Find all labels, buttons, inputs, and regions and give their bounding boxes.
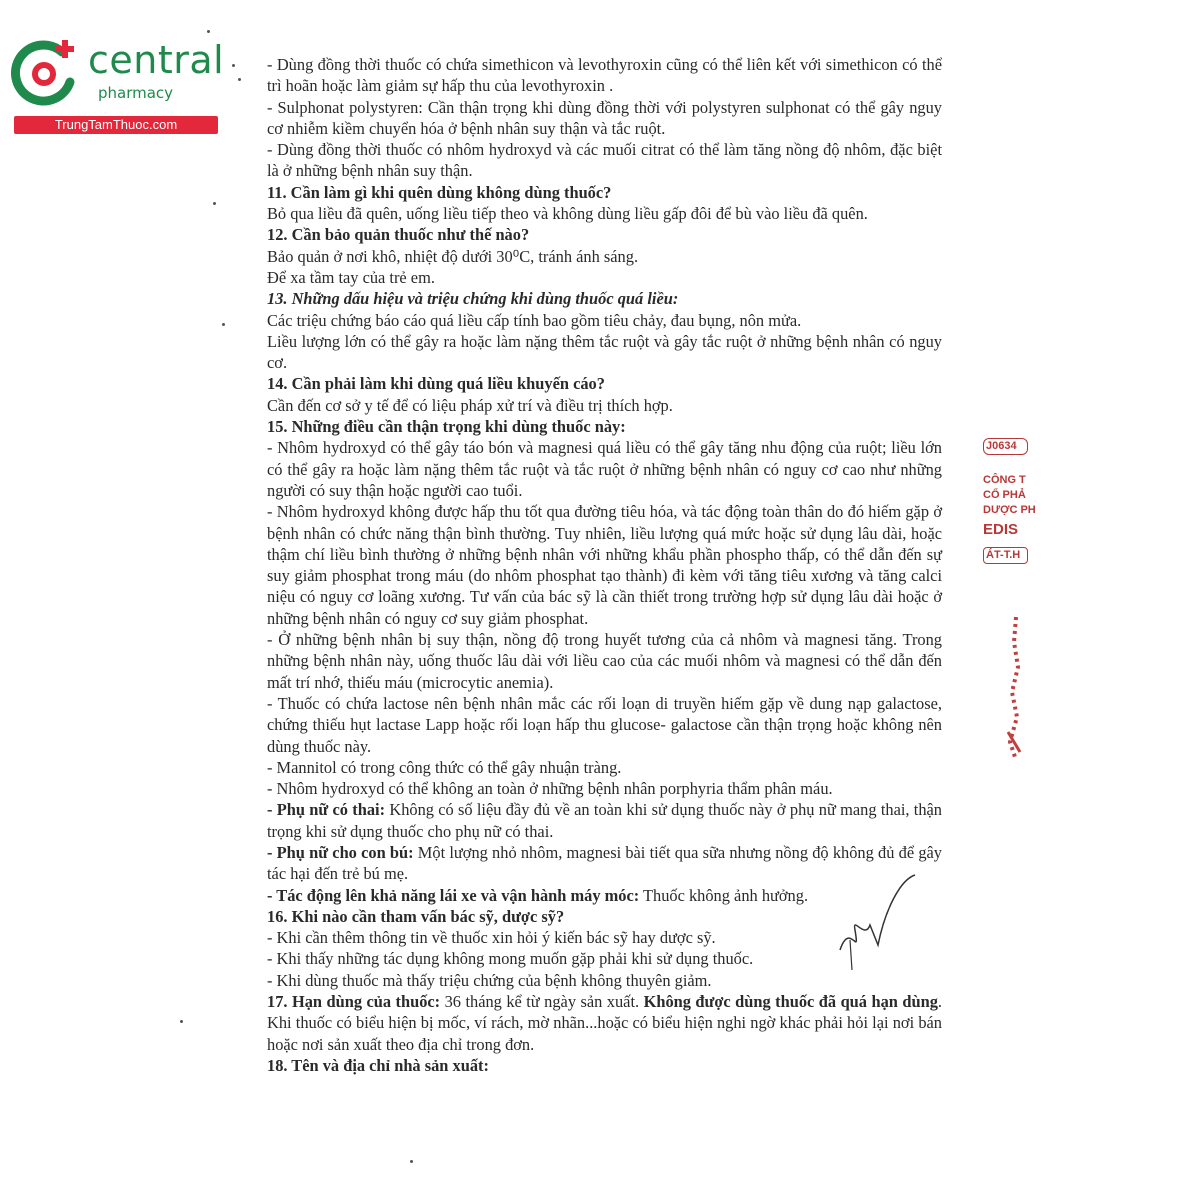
section-heading: 18. Tên và địa chỉ nhà sản xuất: [267, 1055, 489, 1075]
inline-emphasis: Không được dùng thuốc đã quá hạn dùng [643, 992, 938, 1012]
section-heading: 11. Cần làm gì khi quên dùng không dùng thuốc? [267, 182, 612, 202]
central-pharmacy-logo-icon [10, 36, 82, 108]
inline-text: Không có số liệu đầy đủ về an toàn khi sử dụng thuốc này ở phụ nữ mang thai, thận trọng khi sử dụng thuốc cho phụ nữ có thai. [267, 800, 942, 841]
scan-speck [213, 202, 216, 205]
signature-icon [830, 870, 930, 980]
inline-text: Thuốc không ảnh hưởng. [639, 885, 809, 905]
company-stamp [983, 438, 1036, 588]
brand-url: TrungTamThuoc.com [14, 116, 218, 134]
stamp-line: ÁT-T.H [983, 547, 1028, 564]
section-heading: 15. Những điều cần thận trọng khi dùng thuốc này: [267, 417, 626, 437]
stamp-line: CÔNG T [983, 474, 1026, 486]
paragraph: - Dùng đồng thời thuốc có nhôm hydroxyd và các muối citrat có thể làm tăng nồng độ nhôm, đặc biệt là ở những bệnh nhân suy thận. [267, 140, 942, 181]
inline-label: - Phụ nữ cho con bú: [267, 842, 414, 862]
paragraph: - Nhôm hydroxyd có thể không an toàn ở những bệnh nhân porphyria thẩm phân máu. [267, 779, 833, 799]
paragraph: Bảo quản ở nơi khô, nhiệt độ dưới 30⁰C, tránh ánh sáng. [267, 246, 639, 266]
paragraph: Để xa tầm tay của trẻ em. [267, 267, 435, 287]
paragraph: - Khi dùng thuốc mà thấy triệu chứng của bệnh không thuyên giảm. [267, 970, 712, 990]
paragraph: - Nhôm hydroxyd không được hấp thu tốt qua đường tiêu hóa, và tác động toàn thân do đó hiếm gặp ở bệnh nhân có chức năng thận bình thường. Tuy nhiên, liều lượng quá mức hoặc sử dụng lâu dài, hoặc thậm chí liều bình thường ở những bệnh nhân với những khẩu phần phospho thấp, có thể dẫn đến sự suy giảm phosphat trong máu (do nhôm phosphat tạo thành) đi kèm với tăng tiêu xương và tăng calci niệu có nguy cơ loãng xương. Tư vấn của bác sỹ là cần thiết trong trường hợp sử dụng lâu dài hoặc ở những bệnh nhân có nguy cơ suy giảm phosphat. [267, 502, 942, 628]
section-heading: 13. Những dấu hiệu và triệu chứng khi dùng thuốc quá liều: [267, 289, 679, 309]
section-heading: 14. Cần phải làm khi dùng quá liều khuyến cáo? [267, 374, 605, 394]
brand-name: central [88, 38, 225, 82]
scan-speck [410, 1160, 413, 1163]
scan-speck [222, 323, 225, 326]
inline-text: 36 tháng kể từ ngày sản xuất. [440, 992, 644, 1012]
paragraph: - Sulphonat polystyren: Cần thận trọng khi dùng đồng thời với polystyren sulphonat có thể gây nguy cơ nhiễm kiềm chuyển hóa ở bệnh nhân suy thận và tắc ruột. [267, 97, 942, 138]
stamp-line: CỔ PHẢ [983, 489, 1026, 501]
inline-text: Một lượng nhỏ nhôm, magnesi bài tiết qua sữa nhưng nồng độ không đủ để gây tác hại đến trẻ bú mẹ. [267, 842, 942, 884]
paragraph: Bỏ qua liều đã quên, uống liều tiếp theo và không dùng liều gấp đôi để bù vào liều đã quên. [267, 204, 868, 224]
paragraph: Cần đến cơ sở y tế để có liệu pháp xử trí và điều trị thích hợp. [267, 395, 673, 415]
paragraph: - Mannitol có trong công thức có thể gây nhuận tràng. [267, 757, 622, 777]
section-heading: 16. Khi nào cần tham vấn bác sỹ, dược sỹ? [267, 906, 565, 926]
labeled-paragraph [267, 991, 942, 1055]
paragraph: - Ở những bệnh nhân bị suy thận, nồng độ trong huyết tương của cả nhôm và magnesi tăng. Trong những bệnh nhân này, uống thuốc lâu dài với liều cao của các muối nhôm và magnesi có thể dẫn đến mất trí nhớ, thiếu máu (microcytic anemia). [267, 630, 942, 692]
stamp-edge-icon [1000, 612, 1026, 762]
inline-label: - Phụ nữ có thai: [267, 800, 386, 820]
paragraph: Liều lượng lớn có thể gây ra hoặc làm nặng thêm tắc ruột và gây tắc ruột ở những bệnh nhân có nguy cơ. [267, 331, 942, 373]
inline-label: - Tác động lên khả năng lái xe và vận hành máy móc: [267, 885, 640, 905]
stamp-line: J0634 [983, 438, 1028, 455]
inline-text: . Khi thuốc có biểu hiện bị mốc, ví rách, mờ nhãn...hoặc có biểu hiện nghi ngờ khác phải hỏi lại nơi bán hoặc nơi sản xuất theo địa chỉ trong đơn. [267, 992, 942, 1054]
paragraph: - Nhôm hydroxyd có thể gây táo bón và magnesi quá liều có thể gây tăng nhu động của ruột; liều lớn có thể gây ra hoặc làm nặng thêm tắc ruột và tắc ruột ở những bệnh nhân có nguy cơ cao như những người có suy thận hoặc người cao tuổi. [267, 438, 942, 500]
stamp-line: DƯỢC PH [983, 504, 1036, 516]
brand-subtitle: pharmacy [98, 84, 174, 102]
stamp-line: EDIS [983, 521, 1019, 538]
paragraph: - Khi thấy những tác dụng không mong muốn gặp phải khi sử dụng thuốc. [267, 949, 754, 969]
paragraph: - Khi cần thêm thông tin về thuốc xin hỏi ý kiến bác sỹ hay dược sỹ. [267, 928, 716, 948]
labeled-paragraph [267, 799, 942, 842]
inline-label: 17. Hạn dùng của thuốc: [267, 992, 441, 1012]
brand-logo [10, 36, 225, 136]
scan-speck [207, 30, 210, 33]
scan-speck [232, 64, 235, 67]
section-heading: 12. Cần bảo quản thuốc như thế nào? [267, 225, 530, 245]
paragraph: - Thuốc có chứa lactose nên bệnh nhân mắc các rối loạn di truyền hiếm gặp về dung nạp galactose, chứng thiếu hụt lactase Lapp hoặc rối loạn hấp thu glucose- galactose cần thận trọng hoặc không nên dùng thuốc này. [267, 693, 942, 756]
scan-speck [180, 1020, 183, 1023]
paragraph: - Dùng đồng thời thuốc có chứa simethicon và levothyroxin cũng có thể liên kết với simethicon có thể trì hoãn hoặc làm giảm sự hấp thu của levothyroxin . [267, 55, 942, 96]
scan-speck [238, 78, 241, 81]
paragraph: Các triệu chứng báo cáo quá liều cấp tính bao gồm tiêu chảy, đau bụng, nôn mửa. [267, 310, 802, 330]
